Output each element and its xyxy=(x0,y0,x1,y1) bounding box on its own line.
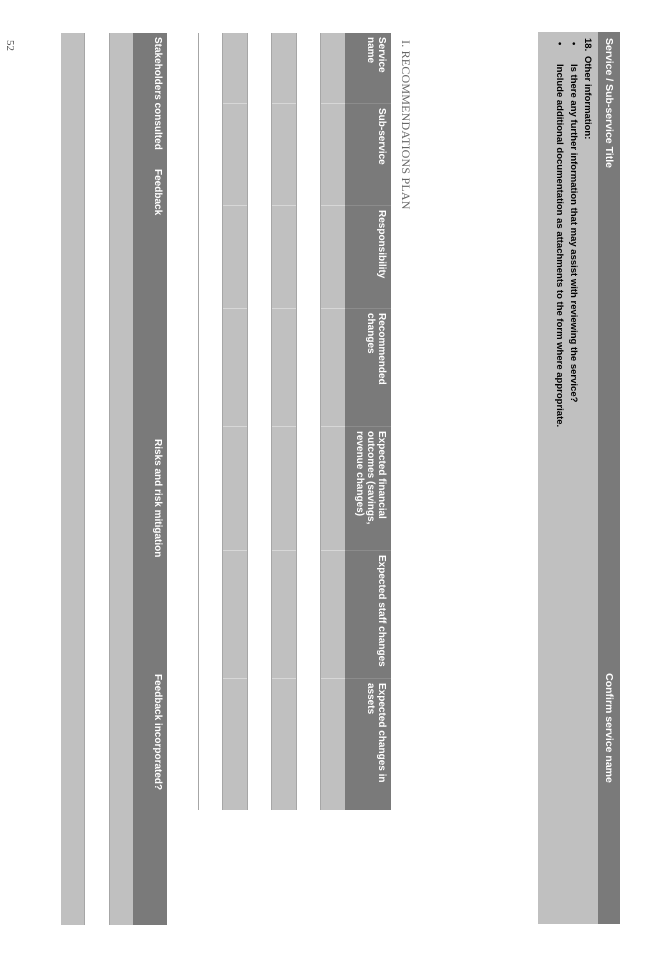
table-cell[interactable] xyxy=(322,426,346,550)
table-row xyxy=(322,33,346,810)
section-title: I. RECOMMENDATIONS PLAN xyxy=(399,40,413,210)
table-header-row xyxy=(345,33,391,810)
table-cell[interactable] xyxy=(273,33,297,103)
table-cell[interactable] xyxy=(322,103,346,205)
recommendations-table xyxy=(204,33,391,810)
table-row xyxy=(224,33,248,810)
table-row xyxy=(247,33,273,810)
form-header xyxy=(598,32,620,924)
table-row xyxy=(198,33,224,810)
table-cell[interactable] xyxy=(224,426,248,550)
table-row xyxy=(61,33,84,925)
table-cell[interactable] xyxy=(224,103,248,205)
table-cell[interactable] xyxy=(224,205,248,308)
column-header: Sub-service xyxy=(345,103,391,205)
table-cell[interactable] xyxy=(273,426,297,550)
table-row xyxy=(296,33,322,810)
table-row xyxy=(110,33,133,925)
service-title-value[interactable]: Confirm service name xyxy=(603,673,615,783)
table-cell[interactable] xyxy=(273,678,297,810)
bullet-icon: • xyxy=(554,42,565,46)
table-cell[interactable] xyxy=(224,308,248,426)
table-row xyxy=(84,33,109,925)
table-row xyxy=(273,33,297,810)
table-cell[interactable] xyxy=(224,33,248,103)
stakeholder-table xyxy=(63,33,167,925)
table-cell[interactable] xyxy=(110,165,133,925)
bullet-text: Include additional documentation as attachments to the form where appropriate. xyxy=(554,64,565,428)
bullet-icon: • xyxy=(568,42,579,46)
service-info-form xyxy=(538,32,620,924)
table-cell[interactable] xyxy=(224,678,248,810)
table-header-row xyxy=(133,33,167,925)
page-number: 52 xyxy=(4,40,16,51)
column-header: Expected changes in assets xyxy=(345,678,391,810)
column-header: Risks and risk mitigation xyxy=(152,439,163,558)
table-cell[interactable] xyxy=(85,33,108,925)
table-cell[interactable] xyxy=(322,308,346,426)
other-information-section xyxy=(538,32,598,924)
table-cell[interactable] xyxy=(322,205,346,308)
table-cell[interactable] xyxy=(110,33,133,165)
column-header: Expected staff changes xyxy=(345,550,391,678)
column-header: Feedback xyxy=(152,169,163,216)
service-title-label: Service / Sub-service Title xyxy=(603,38,615,168)
item-label: Other information: xyxy=(582,56,593,140)
column-header: Responsibility xyxy=(345,205,391,308)
column-header: Service name xyxy=(365,37,387,73)
table-cell[interactable] xyxy=(322,678,346,810)
table-cell[interactable] xyxy=(273,205,297,308)
column-header: Feedback incorporated? xyxy=(152,674,163,791)
table-cell[interactable] xyxy=(273,103,297,205)
table-cell[interactable] xyxy=(224,550,248,678)
table-cell[interactable] xyxy=(199,33,223,810)
column-header: Stakeholders consulted xyxy=(152,37,163,150)
table-cell[interactable] xyxy=(273,550,297,678)
table-cell[interactable] xyxy=(248,33,272,810)
table-cell[interactable] xyxy=(273,308,297,426)
table-cell[interactable] xyxy=(322,33,346,103)
item-number: 18. xyxy=(582,38,593,52)
column-header: Expected financial outcomes (savings, revenue changes) xyxy=(345,426,391,550)
table-cell[interactable] xyxy=(61,33,84,925)
table-cell[interactable] xyxy=(322,550,346,678)
table-cell[interactable] xyxy=(297,33,321,810)
column-header: Recommended changes xyxy=(345,308,391,426)
bullet-text: Is there any further information that may assist with reviewing the service? xyxy=(568,64,579,403)
